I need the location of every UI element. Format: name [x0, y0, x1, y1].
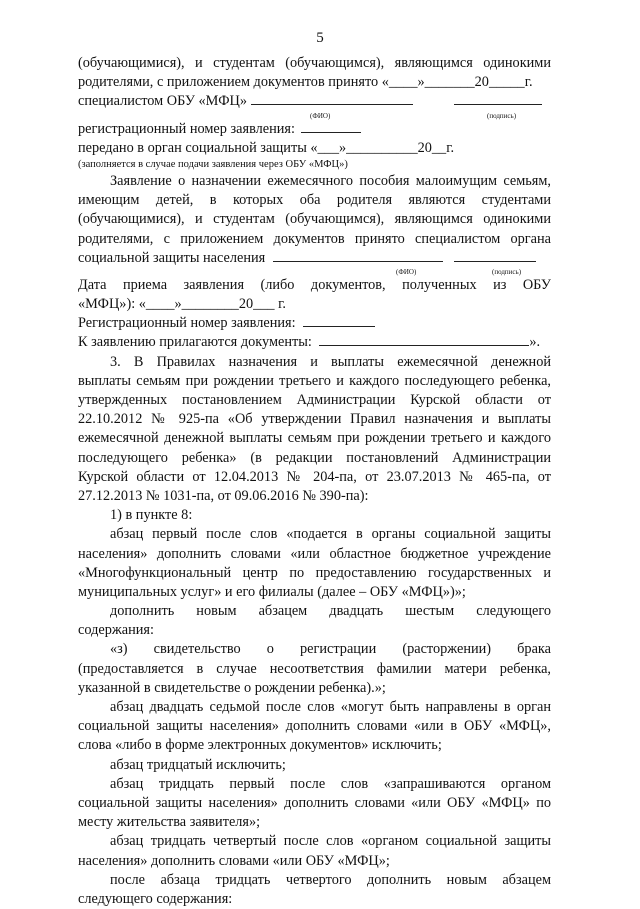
- page-number: 5: [316, 30, 324, 46]
- note-line: (заполняется в случае подачи заявления через ОБУ «МФЦ»): [78, 158, 348, 170]
- text-line: Регистрационный номер заявления:: [78, 315, 296, 332]
- text-line: населения» дополнить словами «или ОБУ «МФЦ»;: [78, 852, 390, 869]
- fio-blank: [273, 249, 443, 262]
- text-line: социальной защиты населения» дополнить словами «или ОБУ «МФЦ» по: [78, 794, 551, 811]
- signature-caption: (подпись): [492, 267, 522, 276]
- text-line: абзац тридцать первый после слов «запрашиваются органом: [110, 775, 551, 792]
- attachments-blank: [319, 333, 529, 346]
- text-line: (обучающимися), и студентам (обучающимся), являющимся одинокими: [78, 211, 551, 228]
- text-line: содержания:: [78, 622, 154, 639]
- reg-number-line: [78, 314, 551, 333]
- caption-line: [78, 112, 551, 120]
- text-line: абзац двадцать седьмой после слов «могут быть направлены в орган: [110, 699, 551, 715]
- text-line: «МФЦ»): «____»________20___ г.: [78, 296, 286, 313]
- text-line: абзац тридцатый исключить;: [110, 756, 286, 773]
- text-line: регистрационный номер заявления:: [78, 120, 295, 137]
- text-line: слова «либо в форме электронных документов» исключить;: [78, 737, 442, 754]
- signature-blank: [454, 249, 536, 262]
- text-line: населения» дополнить словами «или областное бюджетное учреждение: [78, 545, 551, 562]
- text-line: имеющим детей, в которых оба родителя являются студентами: [78, 192, 551, 209]
- fio-caption: (ФИО): [310, 111, 331, 120]
- text-line: передано в орган социальной защиты «___»__________20__г.: [78, 139, 455, 156]
- amendments-section: [78, 353, 551, 909]
- text-line: Дата приема заявления (либо документов, полученных из ОБУ: [78, 276, 551, 293]
- text-line: ».: [529, 334, 541, 351]
- text-line: социальной защиты населения: [78, 249, 266, 266]
- text-line: родителями, с приложением документов принято специалистом органа: [78, 230, 551, 247]
- fio-caption: (ФИО): [396, 267, 417, 276]
- fio-blank: [251, 92, 413, 105]
- caption-line: [78, 268, 551, 276]
- text-line: ежемесячной денежной выплаты семьям при рождении третьего и каждого: [78, 430, 551, 447]
- signature-caption: (подпись): [487, 111, 517, 120]
- text-line: абзац тридцать четвертый после слов «органом социальной защиты: [110, 833, 551, 850]
- text-line: месту жительства заявителя»;: [78, 814, 261, 831]
- text-line: (предоставляется в случае несоответствия фамилии матери ребенка,: [78, 660, 551, 677]
- text-line: выплаты семьям при рождении третьего и каждого последующего ребенка,: [78, 372, 551, 389]
- text-line: социальной защиты населения» дополнить словами «или в ОБУ «МФЦ»,: [78, 718, 551, 735]
- text-line: 22.10.2012 № 925-па «Об утверждении Правил назначения и выплаты: [78, 411, 551, 428]
- text-line: муниципальных услуг» и его филиалы (далее – ОБУ «МФЦ»)»;: [78, 583, 466, 600]
- text-line: 1) в пункте 8:: [110, 507, 193, 524]
- text-line: утвержденных постановлением Администрации Курской области от: [78, 392, 551, 408]
- reg-number-line: [78, 120, 551, 139]
- text-line: «Многофункциональный центр по предоставлению государственных и: [78, 564, 551, 581]
- text-line: следующего содержания:: [78, 890, 233, 907]
- text-line: дополнить новым абзацем двадцать шестым следующего: [110, 603, 551, 620]
- text-line: указанной в свидетельстве о рождении ребенка).»;: [78, 679, 386, 696]
- text-line: после абзаца тридцать четвертого дополнить новым абзацем: [110, 871, 551, 888]
- text-line: родителями, с приложением документов принято «____»_______20_____г.: [78, 74, 533, 91]
- signature-blank: [454, 92, 542, 105]
- document-body: [78, 54, 551, 909]
- reg-number-blank: [301, 120, 361, 133]
- text-line: специалистом ОБУ «МФЦ»: [78, 93, 247, 110]
- specialist-line: [78, 249, 551, 268]
- reg-number-blank: [303, 314, 375, 327]
- text-line: 27.12.2013 № 1031-па, от 09.06.2016 № 390-па):: [78, 487, 369, 504]
- text-line: «з) свидетельство о регистрации (расторжении) брака: [110, 641, 551, 658]
- text-line: абзац первый после слов «подается в органы социальной защиты: [110, 526, 551, 543]
- text-line: Заявление о назначении ежемесячного пособия малоимущим семьям,: [110, 172, 551, 189]
- specialist-line: [78, 92, 551, 111]
- attachments-line: [78, 333, 551, 352]
- text-line: (обучающимися), и студентам (обучающимся), являющимся одинокими: [78, 55, 551, 71]
- text-line: 3. В Правилах назначения и выплаты ежемесячной денежной: [110, 353, 551, 370]
- text-line: последующего ребенка» (в редакции постановлений Администрации: [78, 449, 551, 466]
- text-line: Курской области от 12.04.2013 № 204-па, от 23.07.2013 № 465-па, от: [78, 468, 551, 485]
- text-line: К заявлению прилагаются документы:: [78, 334, 312, 351]
